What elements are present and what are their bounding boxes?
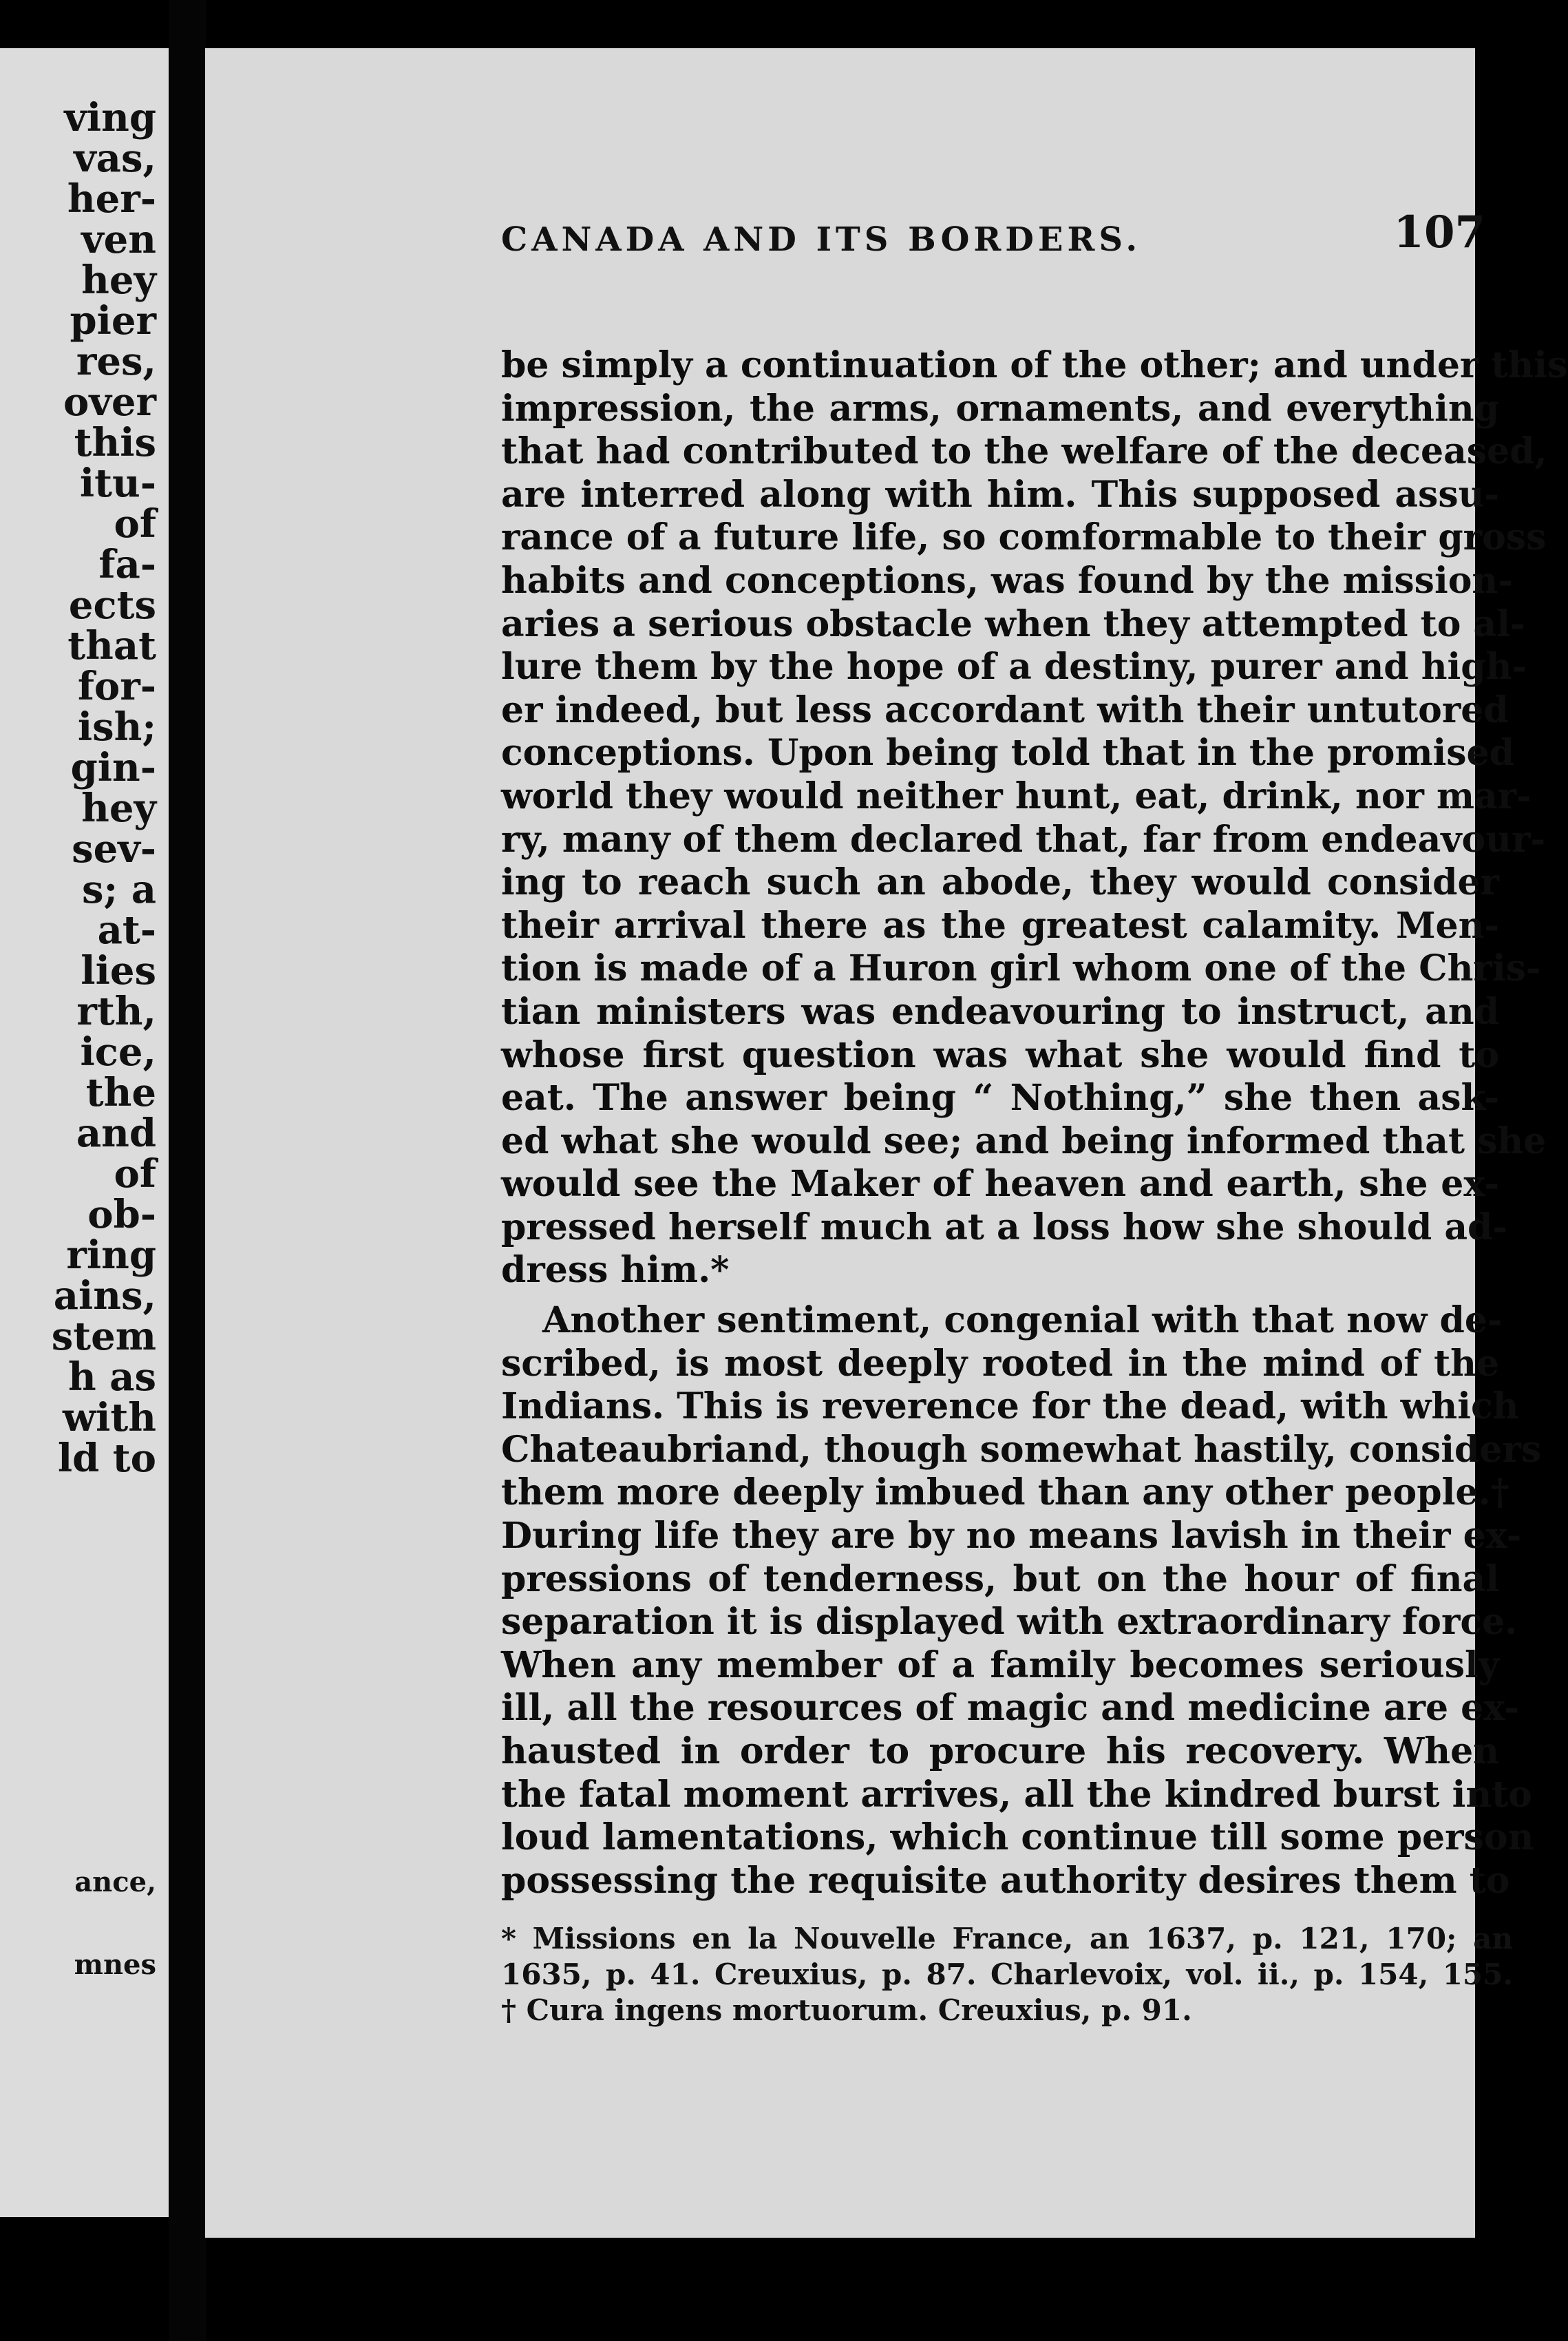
text-line: hausted in order to procure his recovery. When	[501, 1730, 1499, 1772]
facing-page-fragment: vas,	[74, 136, 156, 181]
text-line: pressions of tenderness, but on the hour of final	[501, 1557, 1499, 1600]
text-line: Indians. This is reverence for the dead, with which	[501, 1385, 1519, 1428]
text-line: lure them by the hope of a destiny, purer and high-	[501, 646, 1527, 689]
facing-page-fragment: of	[114, 501, 156, 547]
facing-page-fragment: of	[114, 1151, 156, 1197]
text-line: During life they are by no means lavish in their ex-	[501, 1515, 1522, 1557]
text-line: Chateaubriand, though somewhat hastily, considers	[501, 1428, 1542, 1471]
facing-page-fragment: lies	[81, 948, 156, 994]
facing-page-fragment: that	[67, 623, 156, 669]
text-line: that had contributed to the welfare of the deceased,	[501, 430, 1547, 473]
facing-page-fragment: ving	[64, 95, 156, 140]
page-number: 107	[1393, 207, 1485, 258]
facing-page-fragment: itu-	[79, 461, 156, 506]
text-line: Another sentiment, congenial with that now de-	[542, 1299, 1503, 1342]
facing-page-left	[0, 48, 169, 2217]
book-page	[205, 48, 1568, 2238]
footnote-line: † Cura ingens mortuorum. Creuxius, p. 91.	[501, 1993, 1192, 2027]
facing-page-fragment: ice,	[80, 1029, 156, 1075]
facing-page-fragment: fa-	[98, 542, 156, 587]
text-line: impression, the arms, ornaments, and everything	[501, 387, 1499, 430]
facing-page-fragment: sev-	[72, 826, 156, 872]
facing-page-fragment: stem	[51, 1314, 156, 1359]
facing-page-fragment: h as	[67, 1354, 156, 1400]
facing-page-fragment: ring	[66, 1232, 156, 1278]
text-line: conceptions. Upon being told that in the promised	[501, 732, 1514, 775]
text-line: the fatal moment arrives, all the kindred burst into	[501, 1773, 1532, 1816]
page-header	[501, 207, 1485, 269]
facing-page-fragment: ob-	[87, 1192, 156, 1237]
facing-page-fragment: with	[62, 1395, 156, 1440]
text-line: separation it is displayed with extraordinary force.	[501, 1601, 1518, 1644]
facing-page-fragment: her-	[67, 176, 156, 222]
text-line: be simply a continuation of the other; and under this	[501, 344, 1568, 386]
facing-page-fragment: ld to	[57, 1436, 156, 1481]
facing-page-fragment: for-	[77, 664, 156, 709]
text-line: ed what she would see; and being informed that she	[501, 1120, 1547, 1162]
running-head: CANADA AND ITS BORDERS.	[501, 220, 1142, 259]
facing-page-fragment: gin-	[70, 745, 156, 790]
book-gutter	[169, 0, 206, 2341]
paragraph	[501, 1299, 1542, 1902]
text-line: ill, all the resources of magic and medicine are ex-	[501, 1687, 1519, 1730]
facing-page-fragment: ains,	[53, 1273, 156, 1319]
text-line: aries a serious obstacle when they attempted to al-	[501, 602, 1525, 645]
text-line: tion is made of a Huron girl whom one of the Chris-	[501, 947, 1541, 990]
text-line: whose first question was what she would find to	[501, 1033, 1499, 1076]
footnotes	[501, 1921, 1513, 2028]
facing-page-fragment: hey	[81, 258, 156, 303]
text-line: pressed herself much at a loss how she should ad-	[501, 1206, 1507, 1248]
text-line: rance of a future life, so comformable to their gross	[501, 516, 1547, 559]
text-line: habits and conceptions, was found by the mission-	[501, 559, 1513, 602]
facing-page-footnote-fragment: mnes	[74, 1949, 156, 1981]
text-line: scribed, is most deeply rooted in the mind of the	[501, 1342, 1499, 1385]
facing-page-fragment: ects	[68, 582, 156, 628]
facing-page-fragment: rth,	[76, 989, 156, 1034]
paragraph	[501, 344, 1568, 1292]
text-line: are interred along with him. This supposed assu-	[501, 473, 1499, 516]
facing-page-fragment: and	[76, 1111, 156, 1156]
footnote-line: * Missions en la Nouvelle France, an 1637, p. 121, 170; an	[501, 1922, 1513, 1955]
facing-page-fragment: over	[63, 379, 156, 425]
facing-page-fragment: s; a	[82, 867, 156, 912]
text-line: dress him.*	[501, 1249, 730, 1292]
facing-page-fragment: res,	[76, 339, 156, 384]
text-line: ry, many of them declared that, far from endeavour-	[501, 818, 1545, 861]
text-line: their arrival there as the greatest calamity. Men-	[501, 904, 1499, 947]
text-line: er indeed, but less accordant with their untutored	[501, 689, 1509, 731]
text-line: possessing the requisite authority desires them to	[501, 1859, 1510, 1902]
facing-page-fragment: hey	[81, 786, 156, 831]
text-line: eat. The answer being “ Nothing,” she then ask-	[501, 1077, 1499, 1120]
body-text	[501, 344, 1568, 1902]
text-line: When any member of a family becomes seriously	[501, 1644, 1499, 1686]
facing-page-footnote-fragment: ance,	[74, 1866, 156, 1898]
text-line: ing to reach such an abode, they would consider	[501, 861, 1499, 904]
text-line: would see the Maker of heaven and earth, she ex-	[501, 1163, 1499, 1206]
text-line: them more deeply imbued than any other people.†	[501, 1471, 1509, 1514]
text-line: loud lamentations, which continue till some person	[501, 1816, 1534, 1859]
facing-page-fragment: pier	[70, 298, 156, 344]
text-line: world they would neither hunt, eat, drink, nor mar-	[501, 775, 1532, 817]
facing-page-fragment: this	[74, 420, 156, 465]
facing-page-fragment: ish;	[77, 704, 156, 750]
footnote-line: 1635, p. 41. Creuxius, p. 87. Charlevoix, vol. ii., p. 154, 155.	[501, 1957, 1513, 1991]
text-line: tian ministers was endeavouring to instruct, and	[501, 990, 1499, 1033]
facing-page-fragment: at-	[97, 907, 156, 953]
facing-page-fragment: ven	[81, 217, 156, 262]
facing-page-fragment: the	[85, 1070, 156, 1115]
